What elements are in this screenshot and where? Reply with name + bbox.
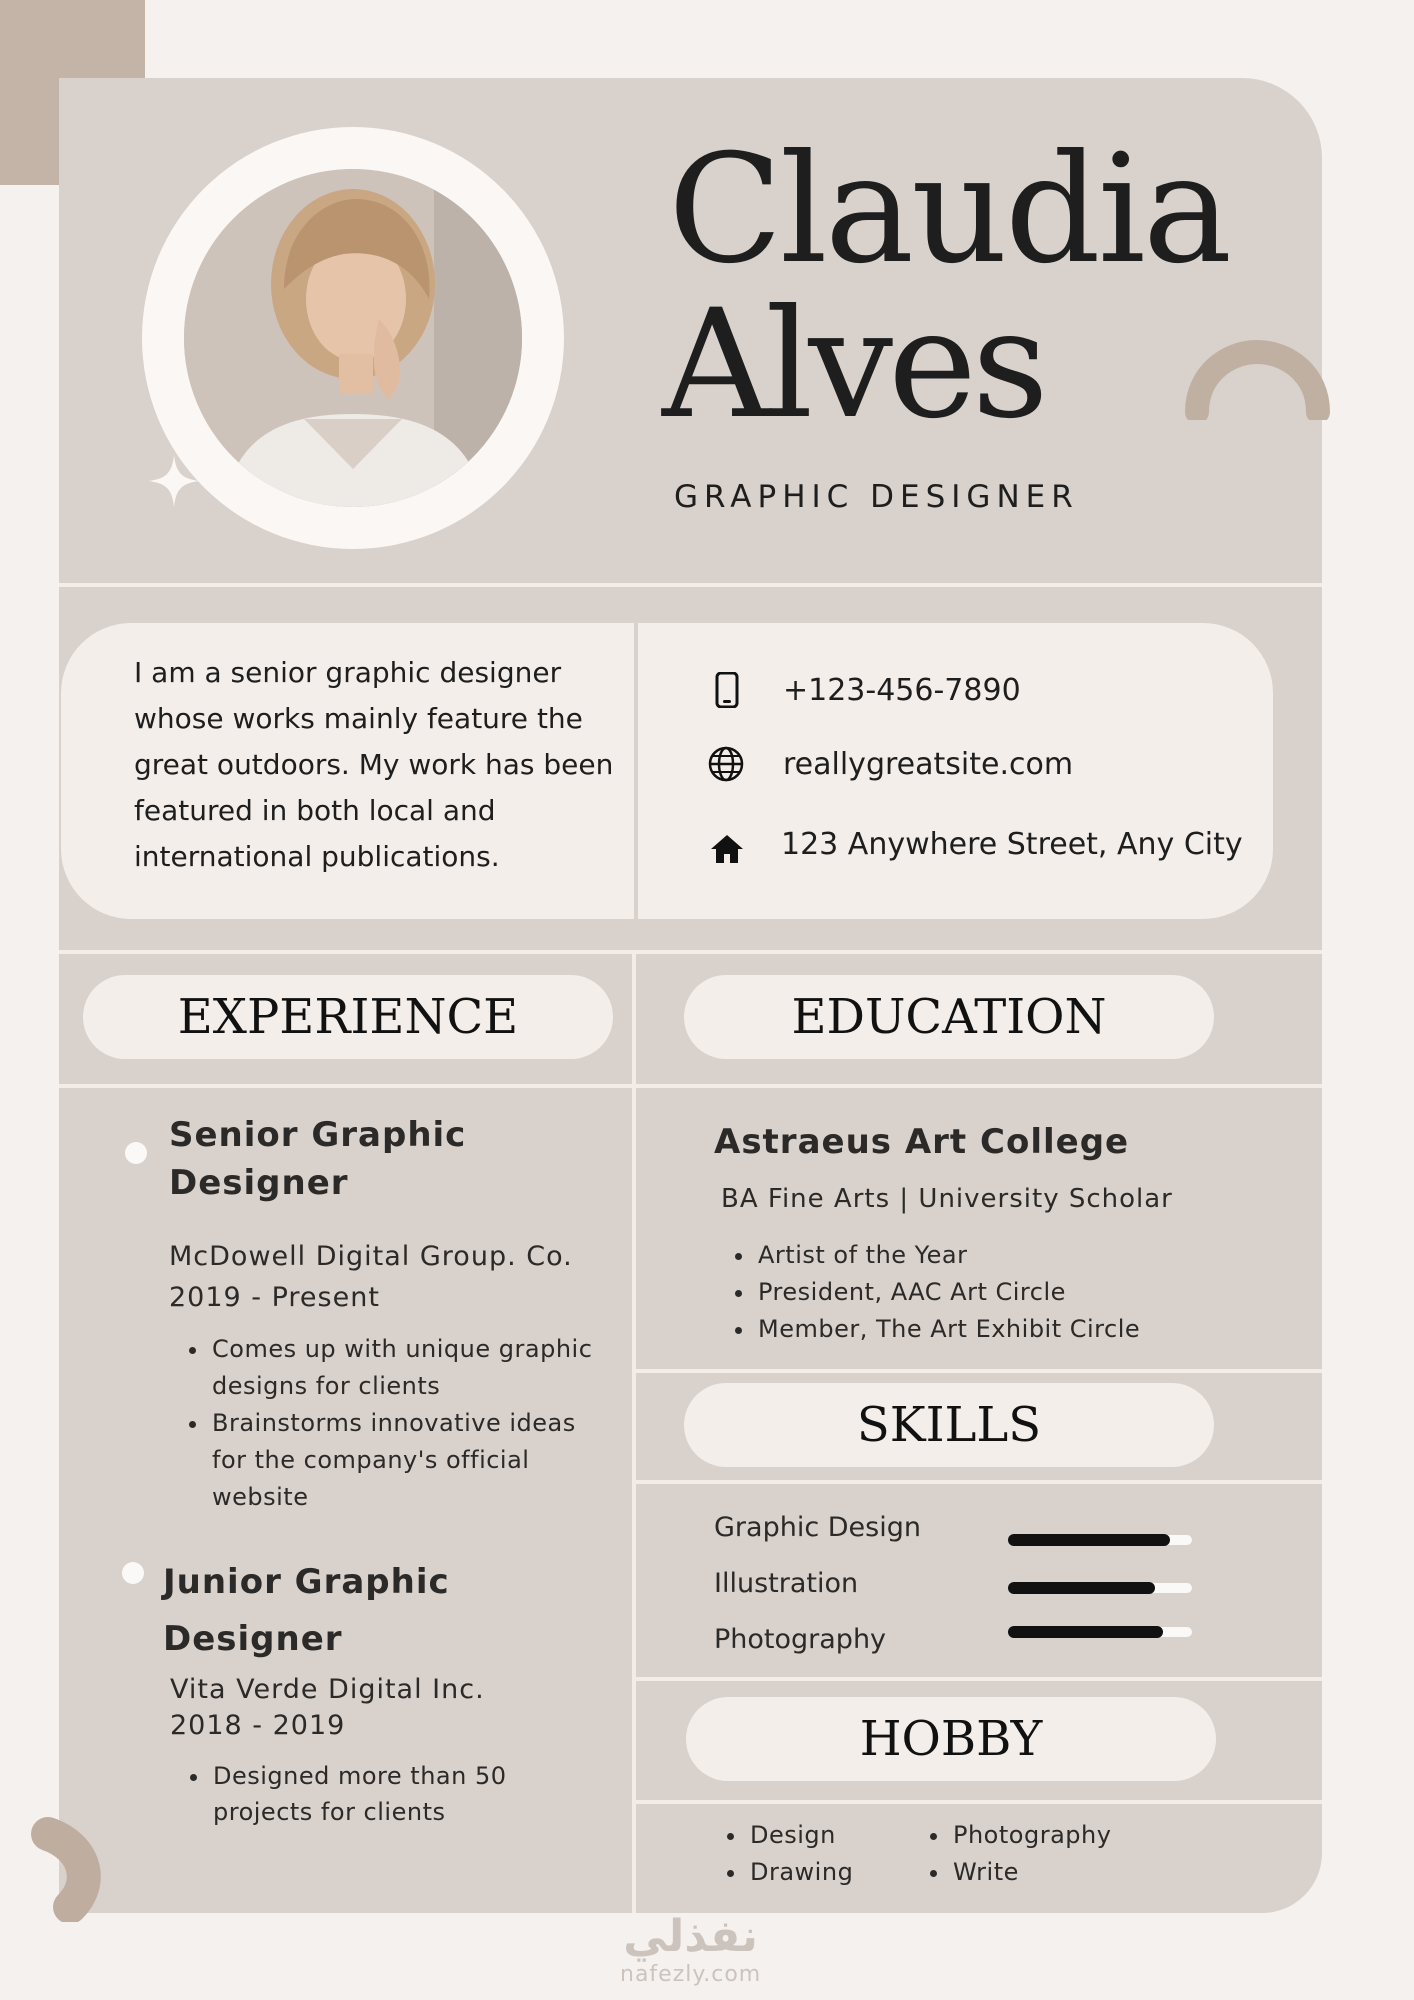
curve-decoration (30, 1812, 130, 1922)
job-title-2 (163, 1554, 450, 1668)
education-bullets (728, 1237, 1256, 1348)
list-item: • Member, The Art Exhibit Circle (756, 1311, 1256, 1348)
timeline-dot (122, 1562, 144, 1584)
list-item: • Design (748, 1817, 928, 1854)
list-item: • Photography (951, 1817, 1211, 1854)
skill-fill-1 (1008, 1534, 1170, 1546)
skill-bar-3 (1008, 1627, 1192, 1637)
skill-bar-2 (1008, 1583, 1192, 1593)
website-link[interactable]: reallygreatsite.com (783, 747, 1074, 782)
skill-fill-2 (1008, 1582, 1155, 1594)
divider-skills (636, 1677, 1322, 1681)
profile-photo (184, 169, 522, 507)
phone-number[interactable]: +123-456-7890 (783, 673, 1021, 708)
first-name: Claudia (668, 123, 1230, 297)
job-company-2: Vita Verde Digital Inc. (170, 1674, 485, 1705)
list-item: • President, AAC Art Circle (756, 1274, 1256, 1311)
job-period-1: 2019 - Present (169, 1282, 380, 1313)
list-item: • Designed more than 50 projects for clients (211, 1758, 551, 1830)
watermark-latin: nafezly.com (620, 1962, 762, 1987)
divider-education (636, 1369, 1322, 1373)
skill-label-3: Photography (714, 1624, 887, 1655)
timeline-dot (125, 1142, 147, 1164)
job-company-1: McDowell Digital Group. Co. (169, 1241, 573, 1272)
job-title: GRAPHIC DESIGNER (674, 479, 1079, 515)
list-item: • Brainstorms innovative ideas for the company's official website (210, 1405, 610, 1516)
divider-skills-heading (636, 1480, 1322, 1484)
watermark-arabic: نفذلي (623, 1911, 758, 1962)
degree: BA Fine Arts | University Scholar (721, 1184, 1173, 1214)
job-title-1 (169, 1111, 466, 1207)
list-item: • Comes up with unique graphic designs for clients (210, 1331, 610, 1405)
home-icon (709, 831, 745, 867)
divider-headings (59, 1084, 1322, 1088)
about-contact-separator (634, 623, 638, 919)
hobby-list-1 (720, 1817, 928, 1891)
skill-fill-3 (1008, 1626, 1163, 1638)
education-heading: EDUCATION (684, 975, 1214, 1059)
hobby-list-2 (923, 1817, 1211, 1891)
list-item: • Drawing (748, 1854, 928, 1891)
phone-icon (709, 672, 745, 708)
job-period-2: 2018 - 2019 (170, 1710, 346, 1741)
skill-bar-1 (1008, 1535, 1192, 1545)
job-title-2-line1: Junior Graphic (163, 1562, 450, 1602)
list-item: • Artist of the Year (756, 1237, 1256, 1274)
about-text: I am a senior graphic designer whose works mainly feature the great outdoors. My work has been featured in both local and international publications. (134, 656, 614, 873)
job-bullets-2 (183, 1758, 551, 1830)
hobby-heading: HOBBY (686, 1697, 1216, 1781)
skills-heading: SKILLS (684, 1383, 1214, 1467)
arch-decoration (1185, 340, 1330, 420)
school-name: Astraeus Art College (714, 1122, 1130, 1162)
job-title-1-line1: Senior Graphic (169, 1115, 467, 1155)
divider-vertical (632, 950, 636, 1913)
divider-header (59, 583, 1322, 587)
skill-label-2: Illustration (714, 1568, 859, 1599)
list-item: • Write (951, 1854, 1211, 1891)
globe-icon (708, 746, 744, 782)
divider-hobby (636, 1800, 1322, 1804)
job-title-1-line2: Designer (169, 1163, 349, 1203)
address: 123 Anywhere Street, Any City (781, 827, 1243, 862)
divider-about (59, 950, 1322, 954)
skill-label-1: Graphic Design (714, 1512, 921, 1543)
watermark (620, 1912, 761, 1988)
sparkle-icon (148, 455, 200, 507)
last-name: Alves (662, 278, 1044, 452)
job-title-2-line2: Designer (163, 1619, 343, 1659)
job-bullets-1 (182, 1331, 610, 1516)
experience-heading: EXPERIENCE (83, 975, 613, 1059)
